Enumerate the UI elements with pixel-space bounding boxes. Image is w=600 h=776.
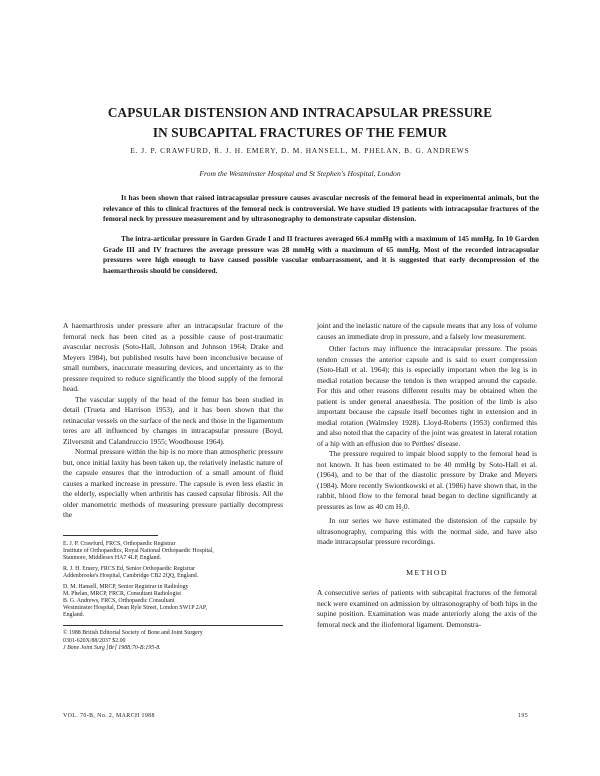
page-number: 195 [518, 713, 529, 719]
journal-issue: VOL. 70-B, No. 2, MARCH 1988 [63, 713, 155, 719]
footnote-crawfurd [63, 541, 283, 562]
article-title-line-2: IN SUBCAPITAL FRACTURES OF THE FEMUR [152, 125, 448, 140]
footnote-line: England. [63, 612, 85, 619]
article-title-line-1: CAPSULAR DISTENSION AND INTRACAPSULAR PRESSURE [107, 105, 493, 120]
footnote-line: D. M. Hansell, MRCP, Senior Registrar in Radiology [63, 583, 189, 590]
copyright-line: 0301-620X/88/2037 $2.00 [63, 637, 126, 644]
body-paragraph: Normal pressure within the hip is no more than atmospheric pressure but, once initial laxity has been taken up, the relatively inelastic nature of the capsule ensures that the introduction of a small amount of fluid causes a marked increase in pressure. The capsule is even less elastic in the elderly, especially when arthritis has caused capsular fibrosis. All the older manometric methods of measuring pressure partially decompress the [63, 447, 283, 519]
author-list: E. J. P. CRAWFURD, R. J. H. EMERY, D. M. HANSELL, M. PHELAN, B. G. ANDREWS [130, 146, 470, 155]
copyright-line: © 1988 British Editorial Society of Bone and Joint Surgery [63, 630, 203, 637]
footnote-line: Institute of Orthopaedics, Royal National Orthopaedic Hospital, [63, 547, 214, 554]
footnote-divider [63, 535, 158, 536]
footnote-line: Westminster Hospital, Dean Ryle Street, London SW1P 2AP, [63, 605, 208, 612]
footnote-line: B. G. Andrews, FRCS, Orthopaedic Consultant [63, 598, 175, 605]
body-paragraph: The pressure required to impair blood supply to the femoral head is not known. It has been estimated to be 40 mmHg by Soto-Hall et al. (1964), and to be that of the diastolic pressure by Drake and Meyers (1984). More recently Swiontkowski et al. (1986) have shown that, in the rabbit, blood flow to the femoral head began to decline significantly at pressures as low as 40 cm H₂0. [317, 449, 537, 511]
author-footnotes [63, 541, 283, 620]
abstract-paragraph-1: It has been shown that raised intracapsular pressure causes avascular necrosis of the femoral head in experimental animals, but the relevance of this to clinical fractures of the femoral neck is controversial. We have studied 19 patients with intracapsular fractures of the femoral neck by pressure measurement and by ultrasonography to demonstrate capsular distension. [103, 193, 539, 223]
footnote-line: Addenbrooke's Hospital, Cambridge CB2 2QQ, England. [63, 572, 199, 579]
section-heading-method: METHOD [406, 567, 448, 577]
affiliation: From the Westminster Hospital and St Stephen's Hospital, London [199, 169, 401, 178]
body-paragraph: The vascular supply of the head of the femur has been studied in detail (Trueta and Harrison 1953), and it has been shown that the retinacular vessels on the surface of the neck and those in the ligamentum teres are all influenced by changes in intracapsular pressure (Boyd, Zilversmit and Calandruccio 1955; Woodhouse 1964). [63, 394, 283, 446]
left-column [63, 321, 283, 652]
footnote-line: R. J. H. Emery, FRCS Ed, Senior Orthopaedic Registrar [63, 565, 195, 572]
copyright-notice [63, 630, 283, 651]
abstract-paragraph-2: The intra-articular pressure in Garden Grade I and II fractures averaged 66.4 mmHg with a maximum of 145 mmHg. In 10 Garden Grade III and IV fractures the average pressure was 28 mmHg with a maximum of 65 mmHg. Most of the recorded intracapsular pressures were high enough to have caused possible vascular embarrassment, and it is suggested that early decompression of the haemarthrosis should be considered. [103, 234, 539, 275]
right-column [317, 321, 537, 630]
footnote-emery [63, 566, 283, 580]
copyright-divider [63, 625, 283, 626]
body-paragraph: In our series we have estimated the distension of the capsule by ultrasonography, comparing this with the normal side, and have also made intracapsular pressure recordings. [317, 516, 537, 546]
footnote-line: M. Phelan, MRCP, FRCR, Consultant Radiologist [63, 591, 181, 598]
citation-line: J Bone Joint Surg [Br] 1988;70-B:195-8. [63, 644, 161, 651]
footnote-line: Stanmore, Middlesex HA7 4LP, England. [63, 554, 162, 561]
body-paragraph: joint and the inelastic nature of the capsule means that any loss of volume causes an immediate drop in pressure, and a falsely low measurement. [317, 321, 537, 341]
body-paragraph: A consecutive series of patients with subcapital fractures of the femoral neck were examined on admission by ultrasonography of both hips in the supine position. Examination was made anteriorly along the axis of the femoral neck and the iliofemoral ligament. Demonstra- [317, 588, 537, 629]
body-paragraph: A haemarthrosis under pressure after an intracapsular fracture of the femoral neck has been cited as a possible cause of post-traumatic avascular necrosis (Soto-Hall, Johnson and Johnson 1964; Drake and Meyers 1984), but published results have been inconclusive because of small numbers, inaccurate measuring devices, and uncertainty as to the pressure required to reduce significantly the blood supply of the femoral head. [63, 321, 283, 393]
body-paragraph: Other factors may influence the intracapsular pressure. The psoas tendon crosses the anterior capsule and is said to exert compression (Soto-Hall et al. 1964); this is especially important when the leg is in medial rotation because the tendon is then wrapped around the capsule. For this and other reasons different results may be obtained when the patient is under general anaesthesia. The position of the limb is also important because the capsule itself becomes tight in extension and in medial rotation (Walmsley 1928). Lloyd-Roberts (1953) confirmed this and also noted that the capacity of the joint was greatest in lateral rotation of a hip with an effusion due to Perthes' disease. [317, 344, 537, 448]
footnote-westminster [63, 584, 283, 619]
footnote-line: E. J. P. Crawfurd, FRCS, Orthopaedic Registrar [63, 540, 176, 547]
